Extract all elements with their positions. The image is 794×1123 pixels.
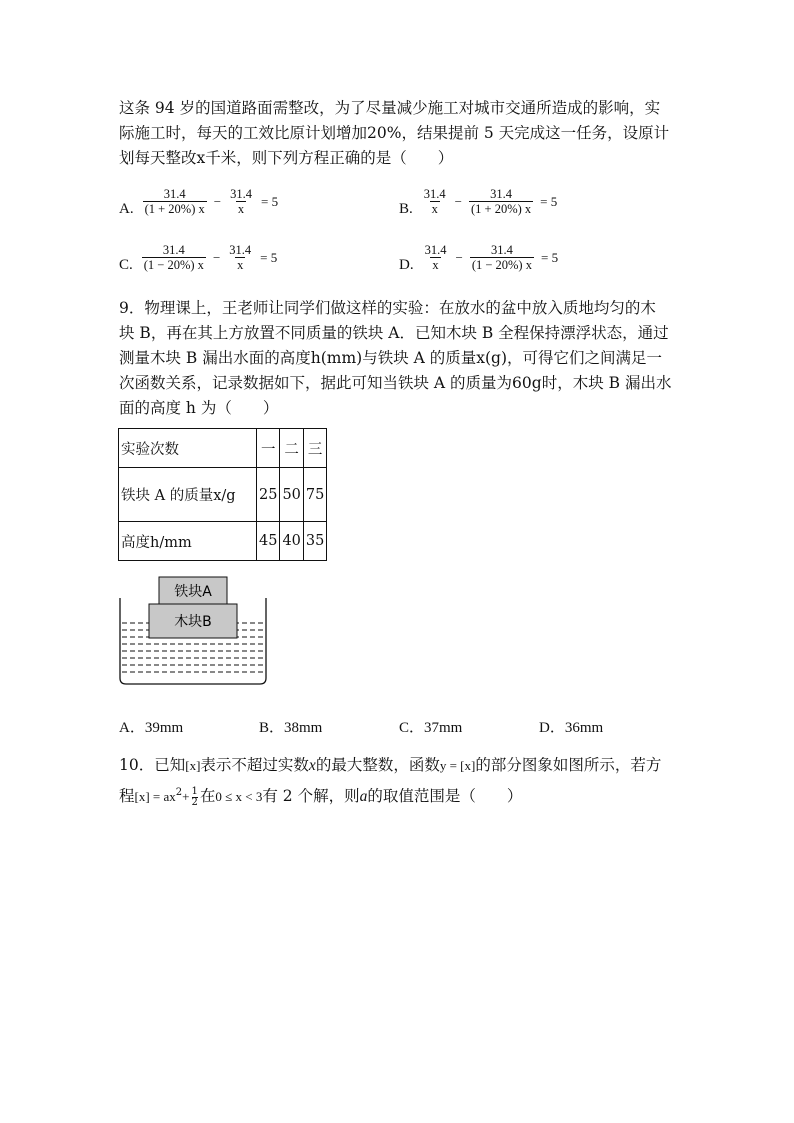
fraction-den: (1 + 20%) x — [144, 202, 205, 216]
table-row — [119, 429, 327, 468]
table-cell: 一 — [257, 429, 280, 468]
option-label: A. — [119, 201, 134, 217]
option-label: D. — [399, 257, 414, 273]
table-cell: 75 — [303, 468, 326, 522]
q9-line-3: 测量木块 B 漏出水面的高度h(mm)与铁块 A 的质量x(g)，可得它们之间满足一 — [119, 349, 663, 367]
fraction-num: 31.4 — [162, 243, 185, 257]
q10-text: 在 — [199, 787, 216, 806]
q10-text: 程 — [119, 787, 135, 806]
q10-line-1 — [119, 752, 679, 779]
fraction — [228, 187, 254, 216]
fraction-den: x — [237, 258, 244, 272]
one-half-fraction — [192, 787, 198, 808]
table-cell: 高度h/mm — [119, 522, 257, 561]
table-cell: 二 — [280, 429, 303, 468]
minus-sign: − — [455, 249, 463, 265]
table-cell: 三 — [303, 429, 326, 468]
q10-math: 0 ≤ x < 3 — [215, 789, 263, 805]
q10-text: 有 2 个解，则 — [262, 787, 360, 806]
q10-text: 的取值范围是（ ） — [367, 787, 523, 806]
q10-text: 表示不超过实数 — [200, 756, 309, 774]
table-cell: 45 — [257, 522, 280, 561]
q9-line-1: 9．物理课上，王老师让同学们做这样的实验：在放水的盆中放入质地均匀的木 — [119, 299, 656, 317]
q10-text: 10．已知 — [119, 756, 186, 774]
fraction-den: x — [237, 202, 245, 216]
table-cell: 铁块 A 的质量x/g — [119, 468, 257, 522]
q10-math: a — [359, 788, 368, 806]
table-cell: 40 — [280, 522, 303, 561]
q9-data-table — [118, 428, 327, 561]
equation-rhs: = 5 — [540, 193, 558, 209]
q8-line-3: 划每天整改x千米，则下列方程正确的是（ ） — [119, 149, 454, 167]
table-row — [119, 468, 327, 522]
table-cell: 50 — [280, 468, 303, 522]
option-label: C. — [119, 257, 133, 273]
wooden-block-label: 木块B — [174, 614, 212, 630]
q10-math: + — [182, 789, 190, 805]
minus-sign: − — [213, 193, 222, 209]
fraction-den: (1 − 20%) x — [471, 258, 532, 272]
fraction-den: x — [431, 202, 438, 216]
fraction-num: 31.4 — [424, 243, 447, 257]
fraction-den: (1 − 20%) x — [143, 258, 204, 272]
equation-rhs: = 5 — [260, 193, 279, 209]
q8-line-2: 际施工时，每天的工效比原计划增加20%，结果提前 5 天完成这一任务，设原计 — [119, 124, 670, 142]
fraction — [469, 187, 533, 216]
fraction — [423, 243, 449, 272]
fraction — [422, 187, 448, 216]
option-label: B. — [399, 201, 413, 217]
q10-line-2 — [119, 779, 679, 810]
q9-stem — [119, 296, 679, 421]
q10-text: 的部分图象如图所示，若方 — [475, 756, 662, 774]
fraction-den: (1 + 20%) x — [470, 202, 532, 216]
table-row — [119, 522, 327, 561]
q10-text: 的最大整数，函数 — [315, 756, 440, 774]
minus-sign: − — [454, 193, 462, 209]
fraction-num: 31.4 — [423, 187, 446, 201]
q8-option-c — [119, 243, 281, 272]
q10-math: [x] — [185, 758, 201, 773]
q10-math: y = [x] — [439, 758, 476, 773]
q9-basin-figure — [116, 574, 272, 690]
q8-stem — [119, 96, 679, 171]
fraction-num: 31.4 — [163, 187, 186, 201]
minus-sign: − — [212, 249, 221, 265]
equation-rhs: = 5 — [540, 249, 559, 265]
fraction-num: 31.4 — [229, 243, 252, 257]
table-cell: 实验次数 — [119, 429, 257, 468]
equation-rhs: = 5 — [260, 249, 278, 265]
q9-line-2: 块 B，再在其上方放置不同质量的铁块 A．已知木块 B 全程保持漂浮状态，通过 — [119, 324, 669, 342]
q10-math: x — [308, 757, 316, 774]
q9-line-5: 面的高度 h 为（ ） — [119, 399, 279, 417]
fraction-num: 1 — [191, 785, 198, 797]
q8-option-d — [399, 243, 562, 272]
q9-choice-a: A．39mm — [119, 720, 184, 736]
q9-choice-c: C．37mm — [399, 720, 463, 736]
iron-block-label: 铁块A — [174, 584, 212, 600]
q10-math: 2 — [175, 787, 183, 798]
fraction-den: 2 — [191, 796, 198, 808]
fraction-num: 31.4 — [490, 243, 513, 257]
q9-choice-d: D．36mm — [539, 720, 604, 736]
table-cell: 35 — [303, 522, 326, 561]
fraction-num: 31.4 — [230, 187, 252, 201]
q9-choice-b: B．38mm — [259, 720, 323, 736]
fraction — [143, 187, 207, 216]
fraction — [470, 243, 534, 272]
fraction — [227, 243, 253, 272]
q10-stem — [119, 752, 679, 810]
fraction-num: 31.4 — [490, 187, 512, 201]
fraction — [142, 243, 206, 272]
q8-line-1: 这条 94 岁的国道路面需整改，为了尽量减少施工对城市交通所造成的影响，实 — [119, 99, 661, 117]
fraction-den: x — [432, 258, 439, 272]
q8-option-b — [399, 187, 561, 216]
q9-line-4: 次函数关系，记录数据如下，据此可知当铁块 A 的质量为60g时，木块 B 漏出水 — [119, 374, 672, 392]
q10-math: [x] = ax — [134, 789, 176, 805]
q8-option-a — [119, 187, 282, 216]
table-cell: 25 — [257, 468, 280, 522]
